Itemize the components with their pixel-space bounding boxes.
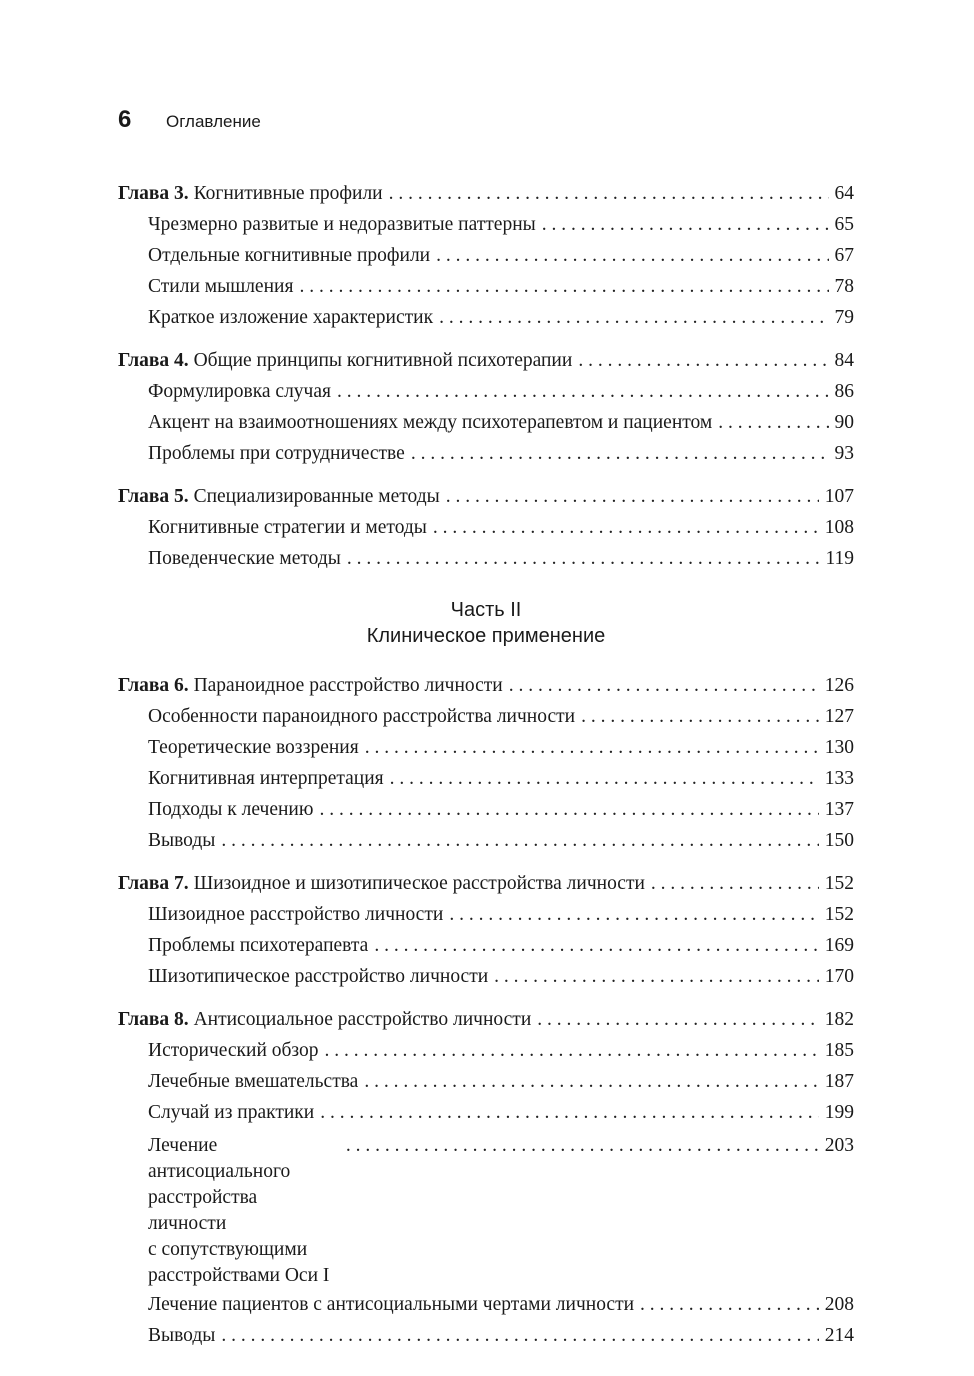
section-title: Выводы [148,1325,216,1346]
chapter-title: Шизоидное и шизотипическое расстройства личности [193,873,645,894]
section-page-number: 187 [824,1071,854,1092]
chapter-heading [118,675,503,697]
chapter-entry [118,873,854,904]
section-page-number: 90 [834,412,854,433]
section-entry [118,517,854,548]
chapter-title: Параноидное расстройство личности [193,675,503,696]
section-entry [118,966,854,997]
chapter-block [118,1009,854,1356]
chapter-entry [118,183,854,214]
dot-leader [436,245,828,267]
section-page-number: 93 [834,443,854,464]
toc-part-one [118,183,854,579]
section-entry [118,737,854,768]
chapter-page-number: 84 [834,350,854,371]
dot-leader [337,381,829,403]
dot-leader [364,1071,818,1093]
section-entry [118,307,854,338]
dot-leader [365,737,819,759]
chapter-heading [118,350,572,372]
section-entry [118,245,854,276]
dot-leader [319,799,818,821]
section-title: Шизоидное расстройство личности [148,904,444,925]
section-entry [118,799,854,830]
dot-leader [390,768,819,790]
dot-leader [509,675,819,697]
section-title: Формулировка случая [148,381,331,402]
dot-leader [433,517,819,539]
section-title: Краткое изложение характеристик [148,307,434,328]
part-heading [118,597,854,649]
dot-leader [581,706,819,728]
chapter-block [118,675,854,861]
chapter-page-number: 126 [824,675,854,696]
section-title: Когнитивная интерпретация [148,768,384,789]
section-page-number: 150 [824,830,854,851]
dot-leader [389,183,829,205]
section-entry [118,768,854,799]
chapter-title: Специализированные методы [193,486,440,507]
table-of-contents [118,183,854,1368]
section-entry [118,381,854,412]
chapter-block [118,350,854,474]
dot-leader [347,548,820,570]
section-page-number: 203 [824,1135,854,1156]
chapter-label: Глава 3. [118,183,189,204]
dot-leader [325,1040,819,1062]
dot-leader [374,935,818,957]
chapter-page-number: 152 [824,873,854,894]
section-entry [118,706,854,737]
chapter-title: Когнитивные профили [193,183,383,204]
section-page-number: 79 [834,307,854,328]
section-entry [118,904,854,935]
section-title: Чрезмерно развитые и недоразвитые паттерны [148,214,536,235]
section-entry [118,214,854,245]
section-page-number: 208 [824,1294,854,1315]
dot-leader [320,1102,819,1124]
section-title: Акцент на взаимоотношениях между психотерапевтом и пациентом [148,412,713,433]
dot-leader [718,412,828,434]
section-entry [118,443,854,474]
dot-leader [221,830,818,852]
chapter-label: Глава 7. [118,873,189,894]
section-title: Случай из практики [148,1102,315,1123]
part-title: Клиническое применение [366,625,606,647]
section-page-number: 86 [834,381,854,402]
chapter-block [118,486,854,579]
section-entry [118,1071,854,1102]
dot-leader [411,443,829,465]
chapter-label: Глава 8. [118,1009,189,1030]
section-title-line-1: Лечение антисоциального расстройства личности [148,1135,291,1234]
running-title: Оглавление [166,112,261,131]
section-page-number: 170 [824,966,854,987]
section-page-number: 185 [824,1040,854,1061]
chapter-entry [118,486,854,517]
chapter-page-number: 107 [824,486,854,507]
page-number: 6 [118,106,132,133]
chapter-page-number: 182 [824,1009,854,1030]
dot-leader [537,1009,818,1031]
section-title: Лечебные вмешательства [148,1071,359,1092]
section-entry [118,1294,854,1325]
chapter-heading [118,486,440,508]
dot-leader [299,276,828,298]
section-page-number: 169 [824,935,854,956]
dot-leader [446,486,819,508]
section-page-number: 152 [824,904,854,925]
section-page-number: 199 [824,1102,854,1123]
section-page-number: 108 [824,517,854,538]
section-title [148,1133,340,1289]
section-entry [118,412,854,443]
section-page-number: 127 [824,706,854,727]
chapter-entry [118,350,854,381]
section-page-number: 65 [834,214,854,235]
dot-leader [449,904,818,926]
chapter-title: Антисоциальное расстройство личности [193,1009,532,1030]
section-title: Когнитивные стратегии и методы [148,517,427,538]
dot-leader [542,214,829,236]
section-entry [118,1102,854,1133]
section-page-number: 78 [834,276,854,297]
section-title-line-2: с сопутствующими расстройствами Оси I [148,1239,330,1286]
section-entry [118,1133,854,1294]
section-title: Проблемы психотерапевта [148,935,369,956]
section-title: Отдельные когнитивные профили [148,245,431,266]
section-page-number: 214 [824,1325,854,1346]
chapter-block [118,873,854,997]
section-title: Теоретические воззрения [148,737,359,758]
section-page-number: 119 [825,548,854,569]
section-entry [118,276,854,307]
dot-leader [346,1133,819,1159]
chapter-heading [118,1009,531,1031]
section-entry [118,935,854,966]
chapter-label: Глава 6. [118,675,189,696]
section-title: Выводы [148,830,216,851]
section-page-number: 130 [824,737,854,758]
chapter-block [118,183,854,338]
section-title: Стили мышления [148,276,294,297]
dot-leader [221,1325,818,1347]
chapter-page-number: 64 [834,183,854,204]
chapter-entry [118,675,854,706]
section-title: Особенности параноидного расстройства личности [148,706,576,727]
chapter-heading [118,873,645,895]
dot-leader [640,1294,819,1316]
section-title: Исторический обзор [148,1040,319,1061]
section-entry [118,548,854,579]
dot-leader [494,966,819,988]
part-number: Часть II [450,599,522,621]
section-title: Подходы к лечению [148,799,314,820]
section-page-number: 67 [834,245,854,266]
chapter-label: Глава 5. [118,486,189,507]
chapter-title: Общие принципы когнитивной психотерапии [193,350,573,371]
section-page-number: 137 [824,799,854,820]
dot-leader [578,350,828,372]
toc-part-two [118,675,854,1356]
section-page-number: 133 [824,768,854,789]
running-head [118,106,261,140]
section-title: Шизотипическое расстройство личности [148,966,489,987]
section-title: Проблемы при сотрудничестве [148,443,405,464]
chapter-entry [118,1009,854,1040]
chapter-label: Глава 4. [118,350,189,371]
section-entry [118,1040,854,1071]
chapter-heading [118,183,383,205]
section-title: Поведенческие методы [148,548,341,569]
section-entry [118,830,854,861]
dot-leader [651,873,819,895]
section-title: Лечение пациентов с антисоциальными чертами личности [148,1294,635,1315]
section-entry [118,1325,854,1356]
dot-leader [439,307,828,329]
